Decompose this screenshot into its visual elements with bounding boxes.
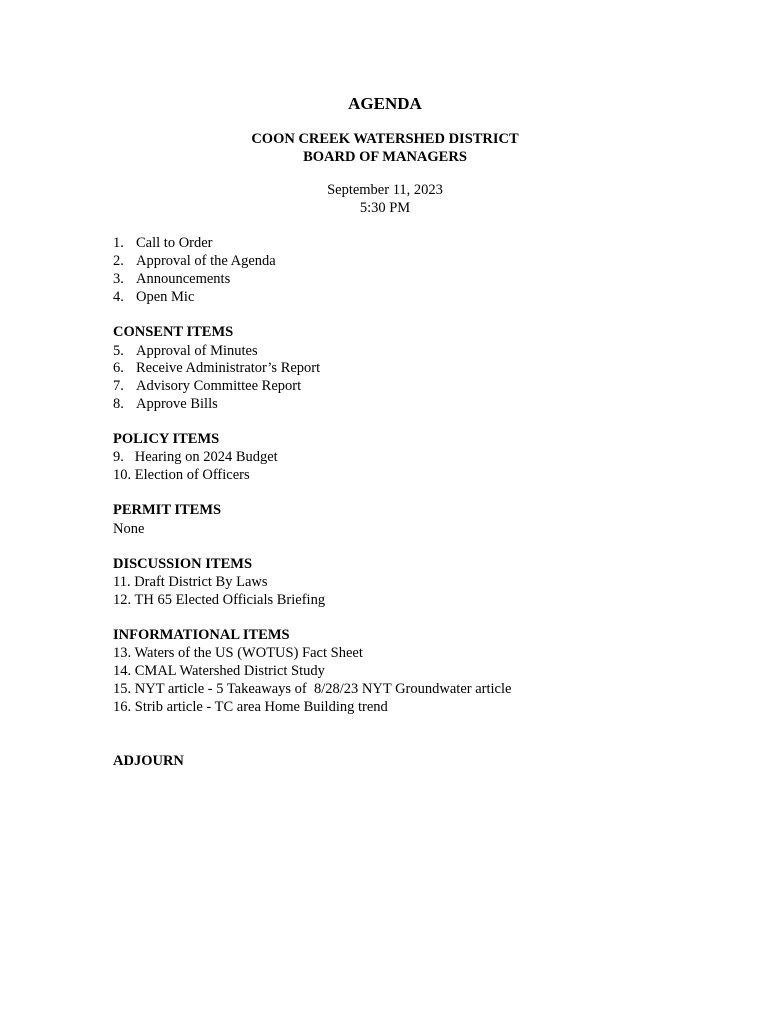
list-item [113, 234, 213, 252]
item-text: Announcements [136, 271, 231, 287]
meeting-time: 5:30 PM [359, 200, 411, 216]
item-number: 4. [113, 289, 124, 305]
list-item: 14. CMAL Watershed District Study [113, 663, 325, 679]
list-item: 16. Strib article - TC area Home Building trend [113, 699, 388, 715]
section-heading-consent: CONSENT ITEMS [113, 324, 234, 340]
section-heading-policy: POLICY ITEMS [113, 431, 220, 447]
item-text: Approval of Minutes [136, 343, 258, 359]
item-number: 3. [113, 271, 124, 287]
list-item [113, 359, 320, 377]
list-item [113, 342, 258, 360]
item-text: Advisory Committee Report [136, 378, 302, 394]
meeting-date: September 11, 2023 [327, 182, 443, 198]
board-name: BOARD OF MANAGERS [303, 149, 467, 165]
list-item [113, 252, 276, 270]
list-item: 9. Hearing on 2024 Budget [113, 449, 278, 465]
item-number: 6. [113, 360, 124, 376]
list-item: 13. Waters of the US (WOTUS) Fact Sheet [113, 645, 363, 661]
list-item [113, 395, 218, 413]
section-heading-informational: INFORMATIONAL ITEMS [113, 627, 290, 643]
item-text: Receive Administrator’s Report [136, 360, 321, 376]
organization-name: COON CREEK WATERSHED DISTRICT [251, 131, 519, 147]
list-item [113, 288, 194, 306]
section-heading-permit: PERMIT ITEMS [113, 502, 222, 518]
item-text: Approve Bills [136, 396, 218, 412]
list-item: 11. Draft District By Laws [113, 574, 268, 590]
list-item [113, 377, 301, 395]
item-number: 1. [113, 235, 124, 251]
section-heading-discussion: DISCUSSION ITEMS [113, 556, 253, 572]
item-number: 2. [113, 253, 124, 269]
list-item: 15. NYT article - 5 Takeaways of 8/28/23 NYT Groundwater article [113, 681, 512, 697]
adjourn-heading: ADJOURN [113, 753, 184, 769]
list-item: 10. Election of Officers [113, 467, 250, 483]
item-text: Approval of the Agenda [136, 253, 276, 269]
list-item [113, 270, 230, 288]
list-item: 12. TH 65 Elected Officials Briefing [113, 592, 326, 608]
item-number: 8. [113, 396, 124, 412]
agenda-title: AGENDA [348, 94, 422, 113]
item-number: 5. [113, 343, 124, 359]
item-text: Call to Order [136, 235, 213, 251]
item-number: 7. [113, 378, 124, 394]
item-text: Open Mic [136, 289, 195, 305]
permit-none-text: None [113, 521, 145, 537]
